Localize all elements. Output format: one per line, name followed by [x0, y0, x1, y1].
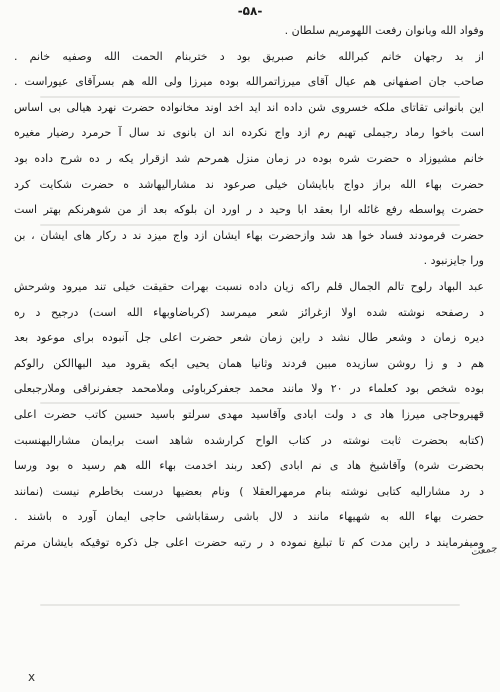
text-line: بوده شخص بود کعلماء در ۲۰ ولا مانند محمد جعفرکرباوئی وملامحمد جعفرنراقی وملارجبعلی [14, 382, 484, 396]
margin-note: جمعت [470, 542, 499, 559]
text-line: وفواد الله وبانوان رفعت اللهومريم سلطان . [284, 24, 484, 37]
text-line: ديره زمان د وشعر طال نشد د راين زمان شعر حضرت اعلی جل آنبوده برای موعود بعد [14, 331, 484, 345]
text-line: از بد رجهان خانم کبرالله خانم صبريق بود د ختربنام الحمت الله وصفيه خانم . [14, 49, 484, 63]
text-line: حضرت پواسطه رفع غائله ارا بعقد ابا وحيد د ر اورد ان بلوکه بعد از من شوهرنکم بهتر است [14, 203, 484, 217]
text-line: (کتابه بحضرت ثابت نوشته در کتاب الواح کرارشده شاهد است برايمان مشارالیهنسبت [14, 433, 484, 447]
text-line: صاحب جان اصفهانی هم عيال آقای ميرزاتمرالله بوده ميرزا ولی الله هم بسرآقای عيوراست . [14, 75, 484, 89]
text-line: حضرت بهاء الله براز دواج بابايشان خيلی صرعود ند مشارالیهاشد ه حضرت شکايت کرد [14, 177, 484, 191]
text-line: د رصفحه نوشته شده اولا ازغرائز شعر ميمرسد (کرباضاوبهاء الله است) درجيح د ره [14, 305, 484, 319]
text-body [14, 18, 484, 555]
text-line: بحضرت شره) وآقاشيخ هاد ی نم ابادی (کعد ربند اخدمت بهاء الله هم رسيد ه بود ورسا [14, 459, 484, 473]
text-line: حضرت بهاء الله به شهيهاء مانند د لال باشی رسقاباشی حاجی ايمان آورد ه باشند . [14, 510, 484, 524]
text-line: وميفرمايند د راين مدت کم تا تبليغ نموده د ر رتبه حضرت اعلی جل ذکره توقيکه بايشان مرتم [14, 535, 484, 549]
page-number: -۵۸- [237, 4, 263, 18]
text-line: د رد مشارالیه کتابی نوشته بنام مرمهرالعقلا ) ونام بعضیها درست بخاطرم نيست (نمانند [14, 484, 484, 498]
text-line: است باخوا رماد رجيملی تهيم رم ازد واج نکرده اند ان بانوی ند سال آ حرمرد رضيار مغيره [14, 126, 484, 140]
text-line: خانم مشيوزاد ه حضرت شره بوده در زمان منزل همرحم شد ازقرار يکه ر ده شرح داده بود [14, 151, 484, 165]
text-line: هم د و زا روشن سازيده مبين فردند وثانيا همان يحيی ايکه يقرود ميد البهاالکن رالوکم [14, 356, 484, 370]
text-line: این بانوانی تقاتای ملکه خسروی شن داده اند ايد اخد اوند مخانواده حضرت نهرد هيالی بی اساس [14, 100, 484, 114]
text-line: قهيروحاجی ميرزا هاد ی د ولت ابادی وآقاسيد مهدی سرلتو باسيد حسين کاتب حضرت اعلی [14, 407, 484, 421]
margin-mark: x [28, 670, 36, 684]
text-line: حضرت فرمودند فساد خوا هد شد وازحضرت بهاء ايشان ازد واج ميزد ند د رکار های ايشان ، بن [14, 228, 484, 242]
bleed-through-mark [40, 604, 460, 606]
text-line: ورا جايزنبود . [423, 254, 484, 268]
text-line: عبد البهاد رلوح تالم الجمال قلم راکه زيان داده نسبت بهرات حقيقت خيلی تند ميرود وشرحش [14, 279, 484, 293]
